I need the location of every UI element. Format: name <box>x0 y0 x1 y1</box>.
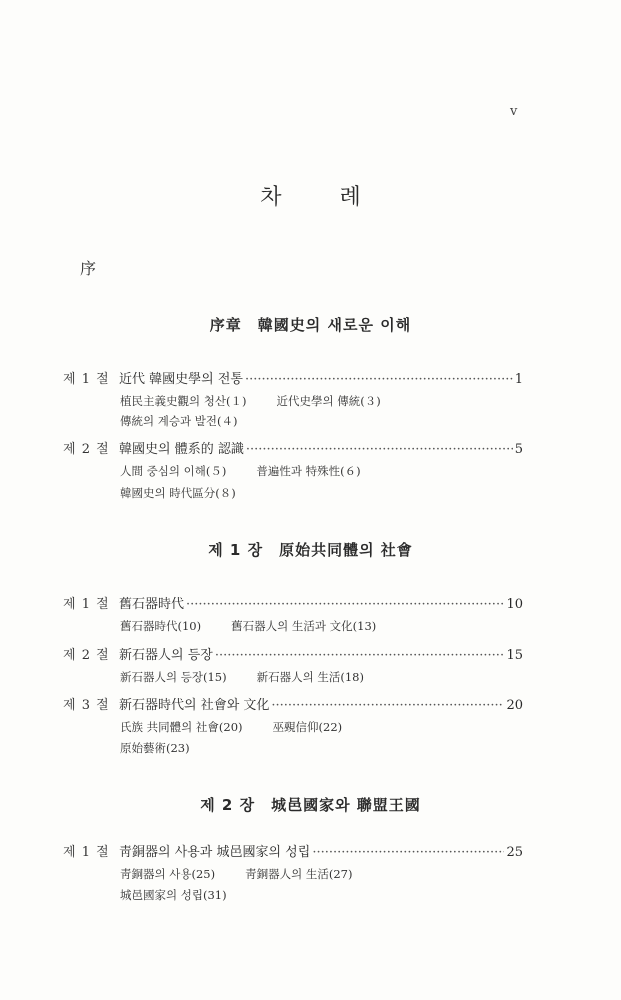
subsection-line <box>120 485 236 501</box>
chapter-heading: 제 1 장 原始共同體의 社會 <box>208 541 413 559</box>
section-page: 15 <box>506 648 523 663</box>
leader-dots <box>312 845 504 860</box>
leader-dots <box>215 648 505 663</box>
subsection-item: 舊石器人의 生活과 文化(13) <box>231 619 377 633</box>
section-page: 1 <box>514 372 523 387</box>
toc-section <box>63 438 523 457</box>
section-title: 靑銅器의 사용과 城邑國家의 성립 <box>119 845 311 860</box>
subsection-line <box>120 887 227 903</box>
toc-section <box>63 644 523 663</box>
leader-dots <box>245 372 513 387</box>
subsection-item: 普遍性과 特殊性(６) <box>256 464 361 478</box>
section-title: 舊石器時代 <box>119 597 185 612</box>
section-page: 5 <box>514 442 523 457</box>
subsection-line <box>120 866 352 882</box>
subsection-item: 新石器人의 生活(18) <box>256 670 364 684</box>
subsection-line <box>120 413 237 429</box>
section-number: 제 2 절 <box>63 442 110 457</box>
toc-section <box>63 841 523 860</box>
subsection-item: 新石器人의 등장(15) <box>120 670 227 684</box>
section-number: 제 1 절 <box>63 372 110 387</box>
subsection-item: 原始藝術(23) <box>120 741 190 755</box>
subsection-line <box>120 393 381 409</box>
subsection-item: 靑銅器의 사용(25) <box>120 867 216 881</box>
section-title: 近代 韓國史學의 전통 <box>119 372 243 387</box>
subsection-item: 舊石器時代(10) <box>120 619 202 633</box>
subsection-item: 城邑國家의 성립(31) <box>120 888 227 902</box>
subsection-item: 植民主義史觀의 청산(１) <box>120 394 247 408</box>
leader-dots <box>271 698 504 713</box>
subsection-item: 韓國史의 時代區分(８) <box>120 486 236 500</box>
subsection-item: 氏族 共同體의 社會(20) <box>120 720 243 734</box>
subsection-item: 近代史學의 傳統(３) <box>276 394 381 408</box>
section-title: 韓國史의 體系的 認識 <box>119 442 244 457</box>
toc-section <box>63 694 523 713</box>
leader-dots <box>186 597 504 612</box>
page-title: 차례 <box>260 185 419 210</box>
toc-section <box>63 593 523 612</box>
section-number: 제 1 절 <box>63 597 110 612</box>
subsection-item: 巫覡信仰(22) <box>272 720 343 734</box>
section-page: 10 <box>506 597 523 612</box>
chapter-heading: 제 2 장 城邑國家와 聯盟王國 <box>200 796 421 814</box>
subsection-item: 人間 중심의 이해(５) <box>120 464 227 478</box>
section-number: 제 2 절 <box>63 648 110 663</box>
section-number: 제 3 절 <box>63 698 110 713</box>
chapter-heading: 序章 韓國史의 새로운 이해 <box>209 316 412 334</box>
section-title: 新石器人의 등장 <box>119 648 213 663</box>
subsection-line <box>120 740 190 756</box>
subsection-line <box>120 669 364 685</box>
preface-entry: 序 <box>80 259 97 278</box>
section-title: 新石器時代의 社會와 文化 <box>119 698 270 713</box>
section-page: 25 <box>506 845 523 860</box>
toc-section <box>63 368 523 387</box>
subsection-line <box>120 618 376 634</box>
subsection-line <box>120 719 342 735</box>
subsection-item: 傳統의 계승과 발전(４) <box>120 414 238 428</box>
subsection-item: 靑銅器人의 生活(27) <box>245 867 353 881</box>
leader-dots <box>246 442 513 457</box>
page-number: v <box>510 104 518 119</box>
subsection-line <box>120 463 361 479</box>
section-number: 제 1 절 <box>63 845 110 860</box>
section-page: 20 <box>506 698 523 713</box>
